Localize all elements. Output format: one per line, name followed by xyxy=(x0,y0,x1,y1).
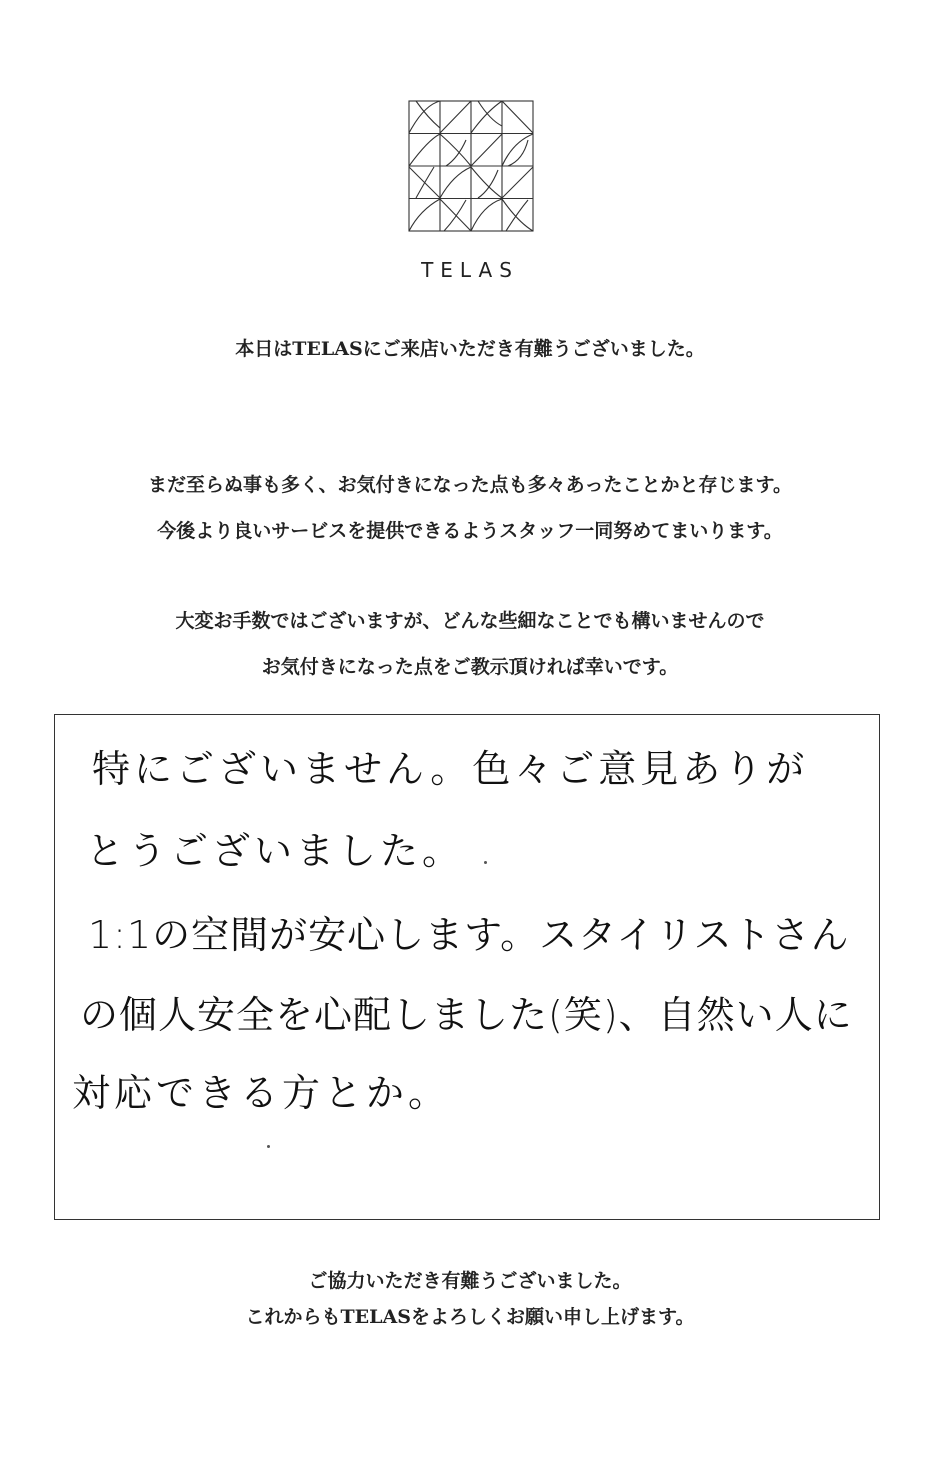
request-line-2: お気付きになった点をご教示頂ければ幸いです。 xyxy=(261,656,679,678)
feedback-line-5: 対応できる方とか。 xyxy=(72,1071,451,1115)
feedback-line-2: とうございました。 xyxy=(86,829,465,873)
speck-mark xyxy=(484,861,487,864)
intro-text: 本日はTELASにご来店いただき有難うございました。 xyxy=(235,338,705,360)
feedback-line-4: の個人安全を心配しました(笑)、自然い人に xyxy=(80,993,853,1037)
message-line-1: まだ至らぬ事も多く、お気付きになった点も多々あったことかと存じます。 xyxy=(148,474,792,496)
footer-line-1: ご協力いただき有難うございました。 xyxy=(308,1270,632,1292)
feedback-line-3: 1:1の空間が安心します。スタイリストさん xyxy=(88,913,850,957)
brand-name: TELAS xyxy=(421,258,519,282)
speck-mark xyxy=(267,1145,270,1148)
feedback-line-1: 特にございません。色々ご意見ありが xyxy=(92,747,809,791)
message-line-2: 今後より良いサービスを提供できるようスタッフ一同努めてまいります。 xyxy=(157,520,783,542)
request-line-1: 大変お手数ではございますが、どんな些細なことでも構いませんので xyxy=(175,610,765,632)
telas-logo-icon xyxy=(408,100,534,232)
footer-line-2: これからもTELASをよろしくお願い申し上げます。 xyxy=(245,1306,695,1328)
